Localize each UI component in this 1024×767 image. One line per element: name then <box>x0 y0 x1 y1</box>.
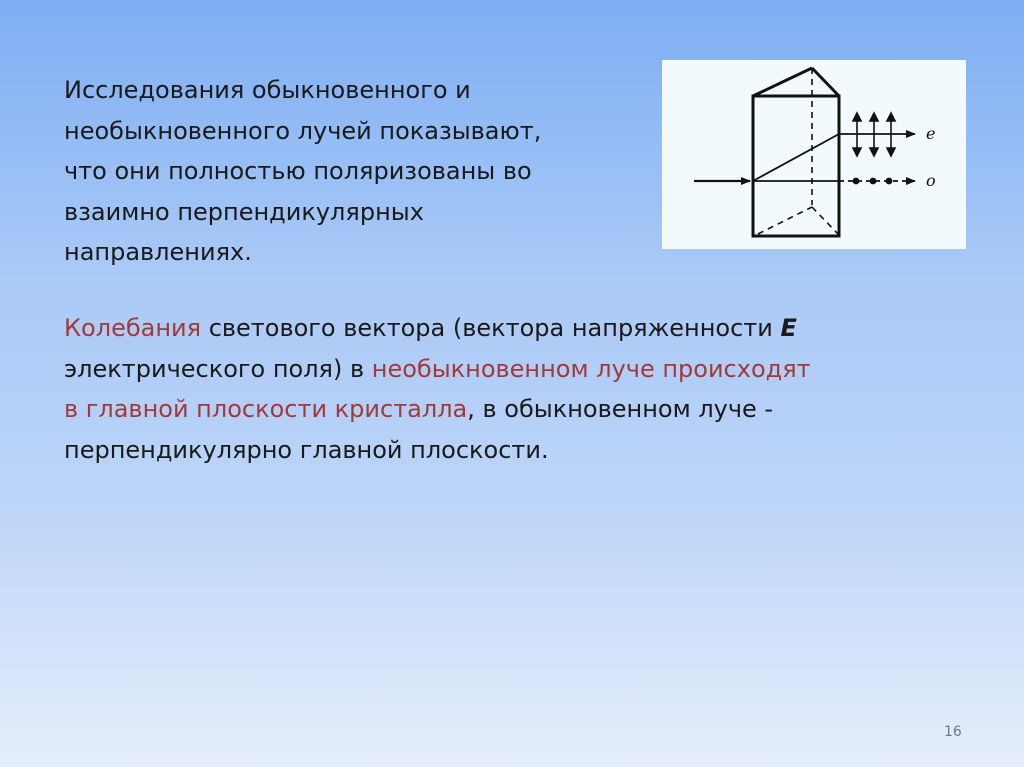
paragraph2-text: электрического поля) в <box>64 354 372 383</box>
paragraph1-line: Исследования обыкновенного и <box>64 76 471 104</box>
paragraph2-line-3 <box>64 389 964 430</box>
highlight-vibrations: Колебания <box>64 314 202 342</box>
paragraph2-line-4 <box>64 430 964 471</box>
paragraph2-text: светового вектора (вектора напряженности <box>201 314 781 342</box>
paragraph2-text: , в обыкновенном луче - <box>467 395 774 423</box>
paragraph2-text: перпендикулярно главной плоскости. <box>64 435 549 464</box>
paragraph2-line-1 <box>64 308 964 349</box>
paragraph1-line: что они полностью поляризованы во <box>64 157 532 185</box>
label-e: e <box>926 124 936 143</box>
prism-top-edge-right <box>812 68 839 96</box>
paragraph-polarization-intro <box>64 70 644 273</box>
prism-diagram-svg <box>662 60 966 249</box>
prism-hidden-bottom-edge-left <box>758 207 812 234</box>
label-o: o <box>926 171 936 190</box>
paragraph1-line: направлениях. <box>64 238 252 266</box>
highlight-principal-plane: в главной плоскости кристалла <box>64 395 468 423</box>
prism-top-edge-left <box>753 68 812 96</box>
prism-hidden-bottom-edge-right <box>812 207 838 234</box>
page-number: 16 <box>944 724 962 740</box>
o-ray-polarization-dots <box>853 178 893 185</box>
vector-symbol-e: E <box>780 314 797 342</box>
paragraph-vibration-description <box>64 308 964 470</box>
prism-front-face <box>753 96 839 236</box>
paragraph1-line: необыкновенного лучей показывают, <box>64 116 542 145</box>
highlight-extraordinary-ray: необыкновенном луче происходят <box>371 354 811 383</box>
extraordinary-ray-inside <box>753 134 839 181</box>
paragraph2-line-2 <box>64 349 964 390</box>
paragraph1-line: взаимно перпендикулярных <box>64 197 424 226</box>
crystal-prism-diagram <box>662 60 966 249</box>
